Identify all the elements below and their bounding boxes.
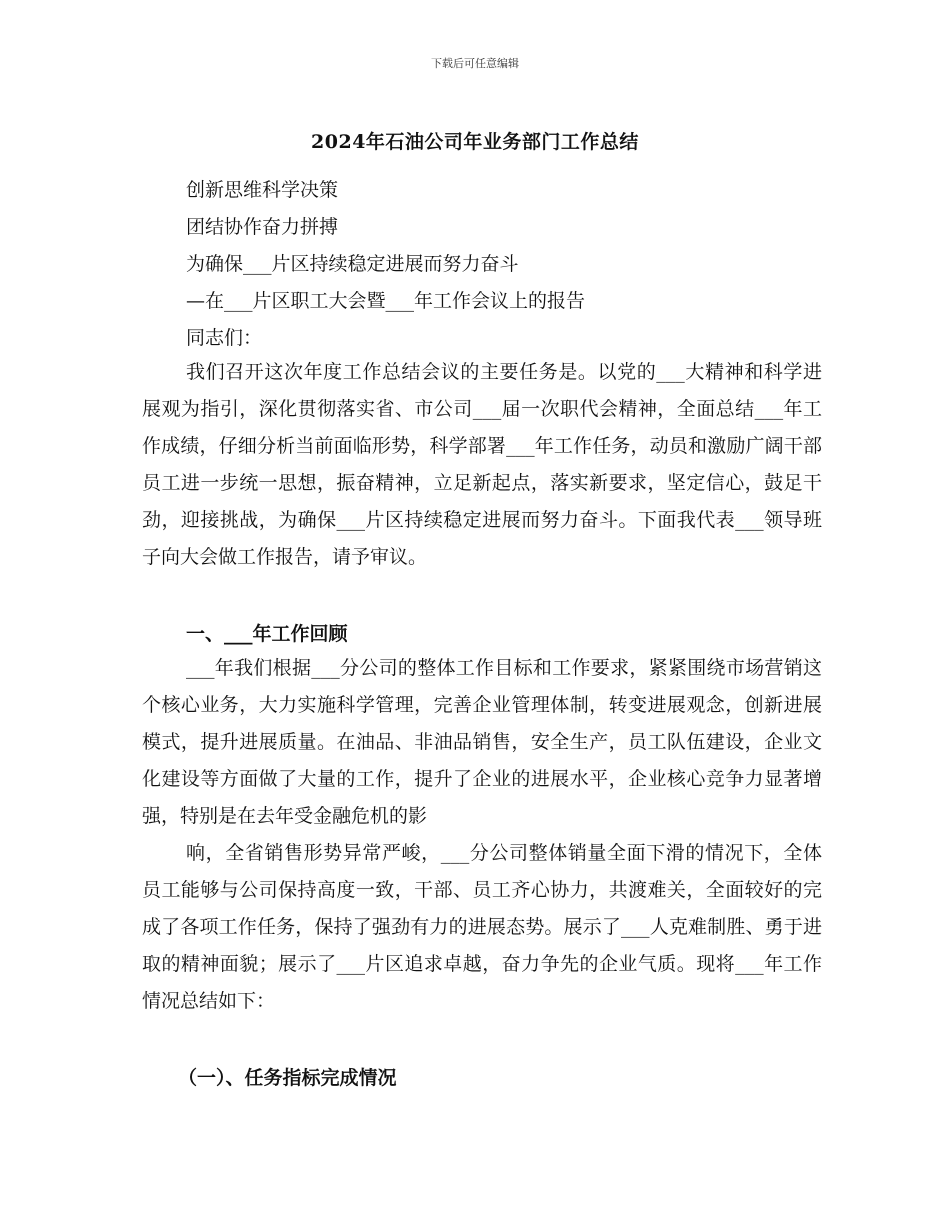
document-title: 2024年石油公司年业务部门工作总结: [311, 131, 639, 153]
subtitle-line-4: —在___片区职工大会暨___年工作会议上的报告: [186, 290, 586, 312]
subtitle-line-2: 团结协作奋力拼搏: [186, 216, 339, 238]
subtitle-line-1: 创新思维科学决策: [186, 179, 339, 201]
subtitle-line-3: 为确保___片区持续稳定进展而努力奋斗: [186, 253, 519, 275]
subsection-heading: （一）、任务指标完成情况: [178, 1067, 397, 1089]
salutation: 同志们：: [186, 327, 263, 349]
page-header-note: 下载后可任意编辑: [431, 57, 519, 70]
paragraph-1: 我们召开这次年度工作总结会议的主要任务是。以党的___大精神和科学进展观为指引，深化贯彻落实省、市公司___届一次职代会精神，全面总结___年工作成绩，仔细分析当前面临形势，科学部署___年工作任务，动员和激励广阔干部员工进一步统一思想，振奋精神，立足新起点，落实新要求，坚定信心，鼓足干劲，迎接挑战，为确保___片区持续稳定进展而努力奋斗。下面我代表___领导班子向大会做工作报告，请予审议。: [142, 361, 822, 568]
section-heading: 一、___年工作回顾: [186, 623, 348, 645]
paragraph-3: 响，全省销售形势异常严峻，___分公司整体销量全面下滑的情况下，全体员工能够与公司保持高度一致，干部、员工齐心协力，共渡难关，全面较好的完成了各项工作任务，保持了强劲有力的进展态势。展示了___人克难制胜、勇于进取的精神面貌；展示了___片区追求卓越，奋力争先的企业气质。现将___年工作情况总结如下：: [142, 842, 822, 1012]
paragraph-2: ___年我们根据___分公司的整体工作目标和工作要求，紧紧围绕市场营销这个核心业务，大力实施科学管理，完善企业管理体制，转变进展观念，创新进展模式，提升进展质量。在油品、非油品销售，安全生产，员工队伍建设，企业文化建设等方面做了大量的工作，提升了企业的进展水平，企业核心竞争力显著增强，特别是在去年受金融危机的影: [142, 657, 822, 827]
